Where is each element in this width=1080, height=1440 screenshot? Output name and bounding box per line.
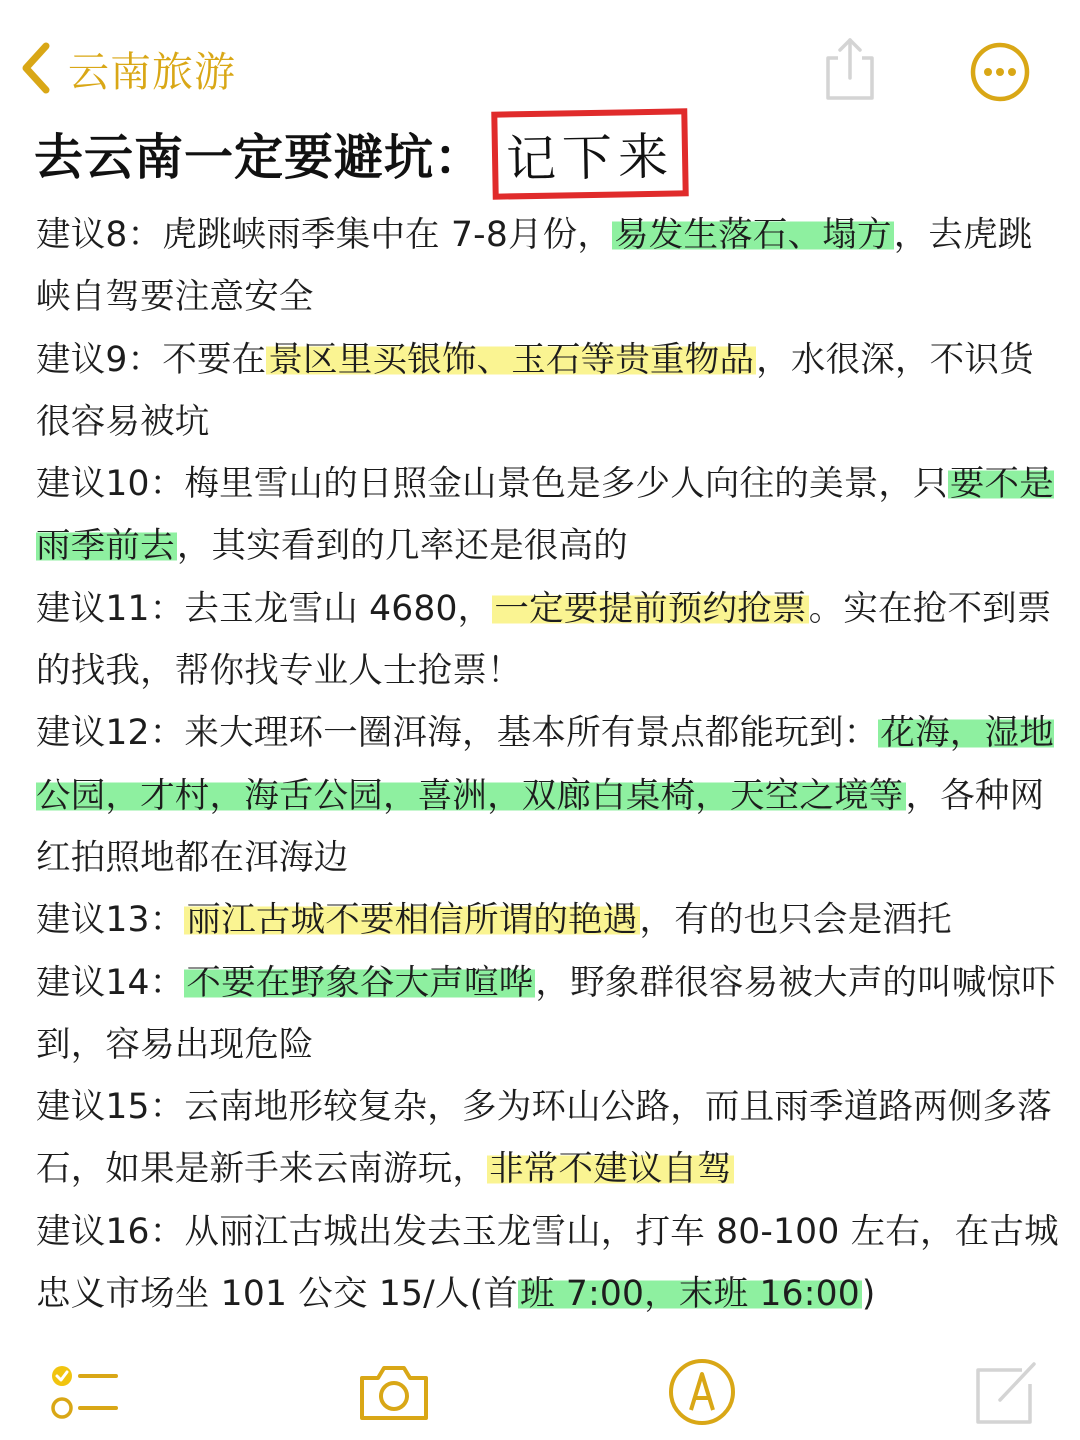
more-icon [968,40,1032,104]
more-button[interactable] [968,40,1032,104]
tip-paragraph [36,204,1060,329]
tip-label: 建议14： [36,962,185,1003]
tip-text: ，有的也只会是酒托 [639,900,952,941]
tip-highlight: 一定要提前预约抢票 [494,588,807,629]
markup-button[interactable] [664,1354,740,1430]
compose-button[interactable] [970,1354,1046,1430]
tip-label: 建议16： [36,1211,185,1252]
note-title-row [34,106,688,202]
camera-icon [356,1354,432,1430]
tip-text: ，其实看到的几率还是很高的 [176,526,628,567]
remember-stamp: 记下来 [491,108,689,199]
tip-text: 。实在抢不到票的找我，帮你找专业人士抢票！ [36,588,1052,692]
tips-body [36,204,1060,1325]
tip-highlight: 不要在野象谷大声喧哗 [186,962,534,1003]
tip-text: 梅里雪山的日照金山景色是多少人向往的美景，只 [184,464,948,505]
tip-label: 建议8： [36,215,163,255]
tip-highlight: 非常不建议自驾 [489,1149,733,1190]
tip-paragraph [36,1201,1060,1326]
tip-text: 从丽江古城出发去玉龙雪山，打车 80-100 左右，在古城忠义市场坐 101 公交 15/人(首 [36,1211,1059,1315]
back-label: 云南旅游 [68,47,236,96]
tip-text: ，水很深，不识货很容易被坑 [36,339,1034,442]
tip-text: ，去虎跳峡自驾要注意安全 [36,215,1033,318]
tip-highlight: 班 7:00，末班 16:00 [520,1274,860,1315]
checklist-icon [48,1354,124,1430]
tip-paragraph [36,453,1060,578]
tip-paragraph [36,578,1060,703]
tip-paragraph [36,329,1060,454]
tip-text: 虎跳峡雨季集中在 7-8月份， [162,215,613,255]
tip-highlight: 花海，湿地公园，才村，海舌公园，喜洲，双廊白桌椅，天空之境等 [36,713,1054,816]
tip-highlight: 景区里买银饰、玉石等贵重物品 [268,339,755,380]
tip-paragraph [36,1076,1060,1201]
tip-text: ) [861,1274,876,1315]
tip-paragraph [36,952,1060,1077]
note-title: 去云南一定要避坑： [34,129,485,186]
tip-text: 去玉龙雪山 4680， [184,588,493,629]
compose-icon [970,1354,1046,1430]
tip-paragraph [36,889,1060,951]
tip-label: 建议10： [36,464,185,505]
tip-text: 不要在 [162,339,267,380]
tip-label: 建议12： [36,713,185,754]
tip-text: ，野象群很容易被大声的叫喊惊吓到，容易出现危险 [36,962,1056,1065]
camera-button[interactable] [356,1354,432,1430]
tip-text: 云南地形较复杂，多为环山公路，而且雨季道路两侧多落石，如果是新手来云南游玩， [36,1087,1052,1190]
markup-pen-icon [664,1354,740,1430]
tip-label: 建议11： [36,588,185,629]
tip-highlight: 要不是雨季前去 [36,464,1054,567]
back-button[interactable] [18,36,236,100]
tip-highlight: 丽江古城不要相信所谓的艳遇 [186,900,638,941]
tip-paragraph [36,702,1060,889]
tip-label: 建议9： [36,339,163,380]
navigation-bar [0,0,1080,120]
bottom-toolbar [0,1340,1080,1440]
tip-highlight: 易发生落石、塌方 [614,215,892,255]
share-button[interactable] [818,34,882,104]
tip-label: 建议15： [36,1087,185,1128]
tip-label: 建议13： [36,900,185,941]
tip-text: 来大理环一圈洱海，基本所有景点都能玩到： [184,713,879,754]
tip-text: ，各种网红拍照地都在洱海边 [36,775,1045,878]
checklist-button[interactable] [48,1354,124,1430]
chevron-left-icon [18,40,52,96]
share-icon [818,34,882,104]
